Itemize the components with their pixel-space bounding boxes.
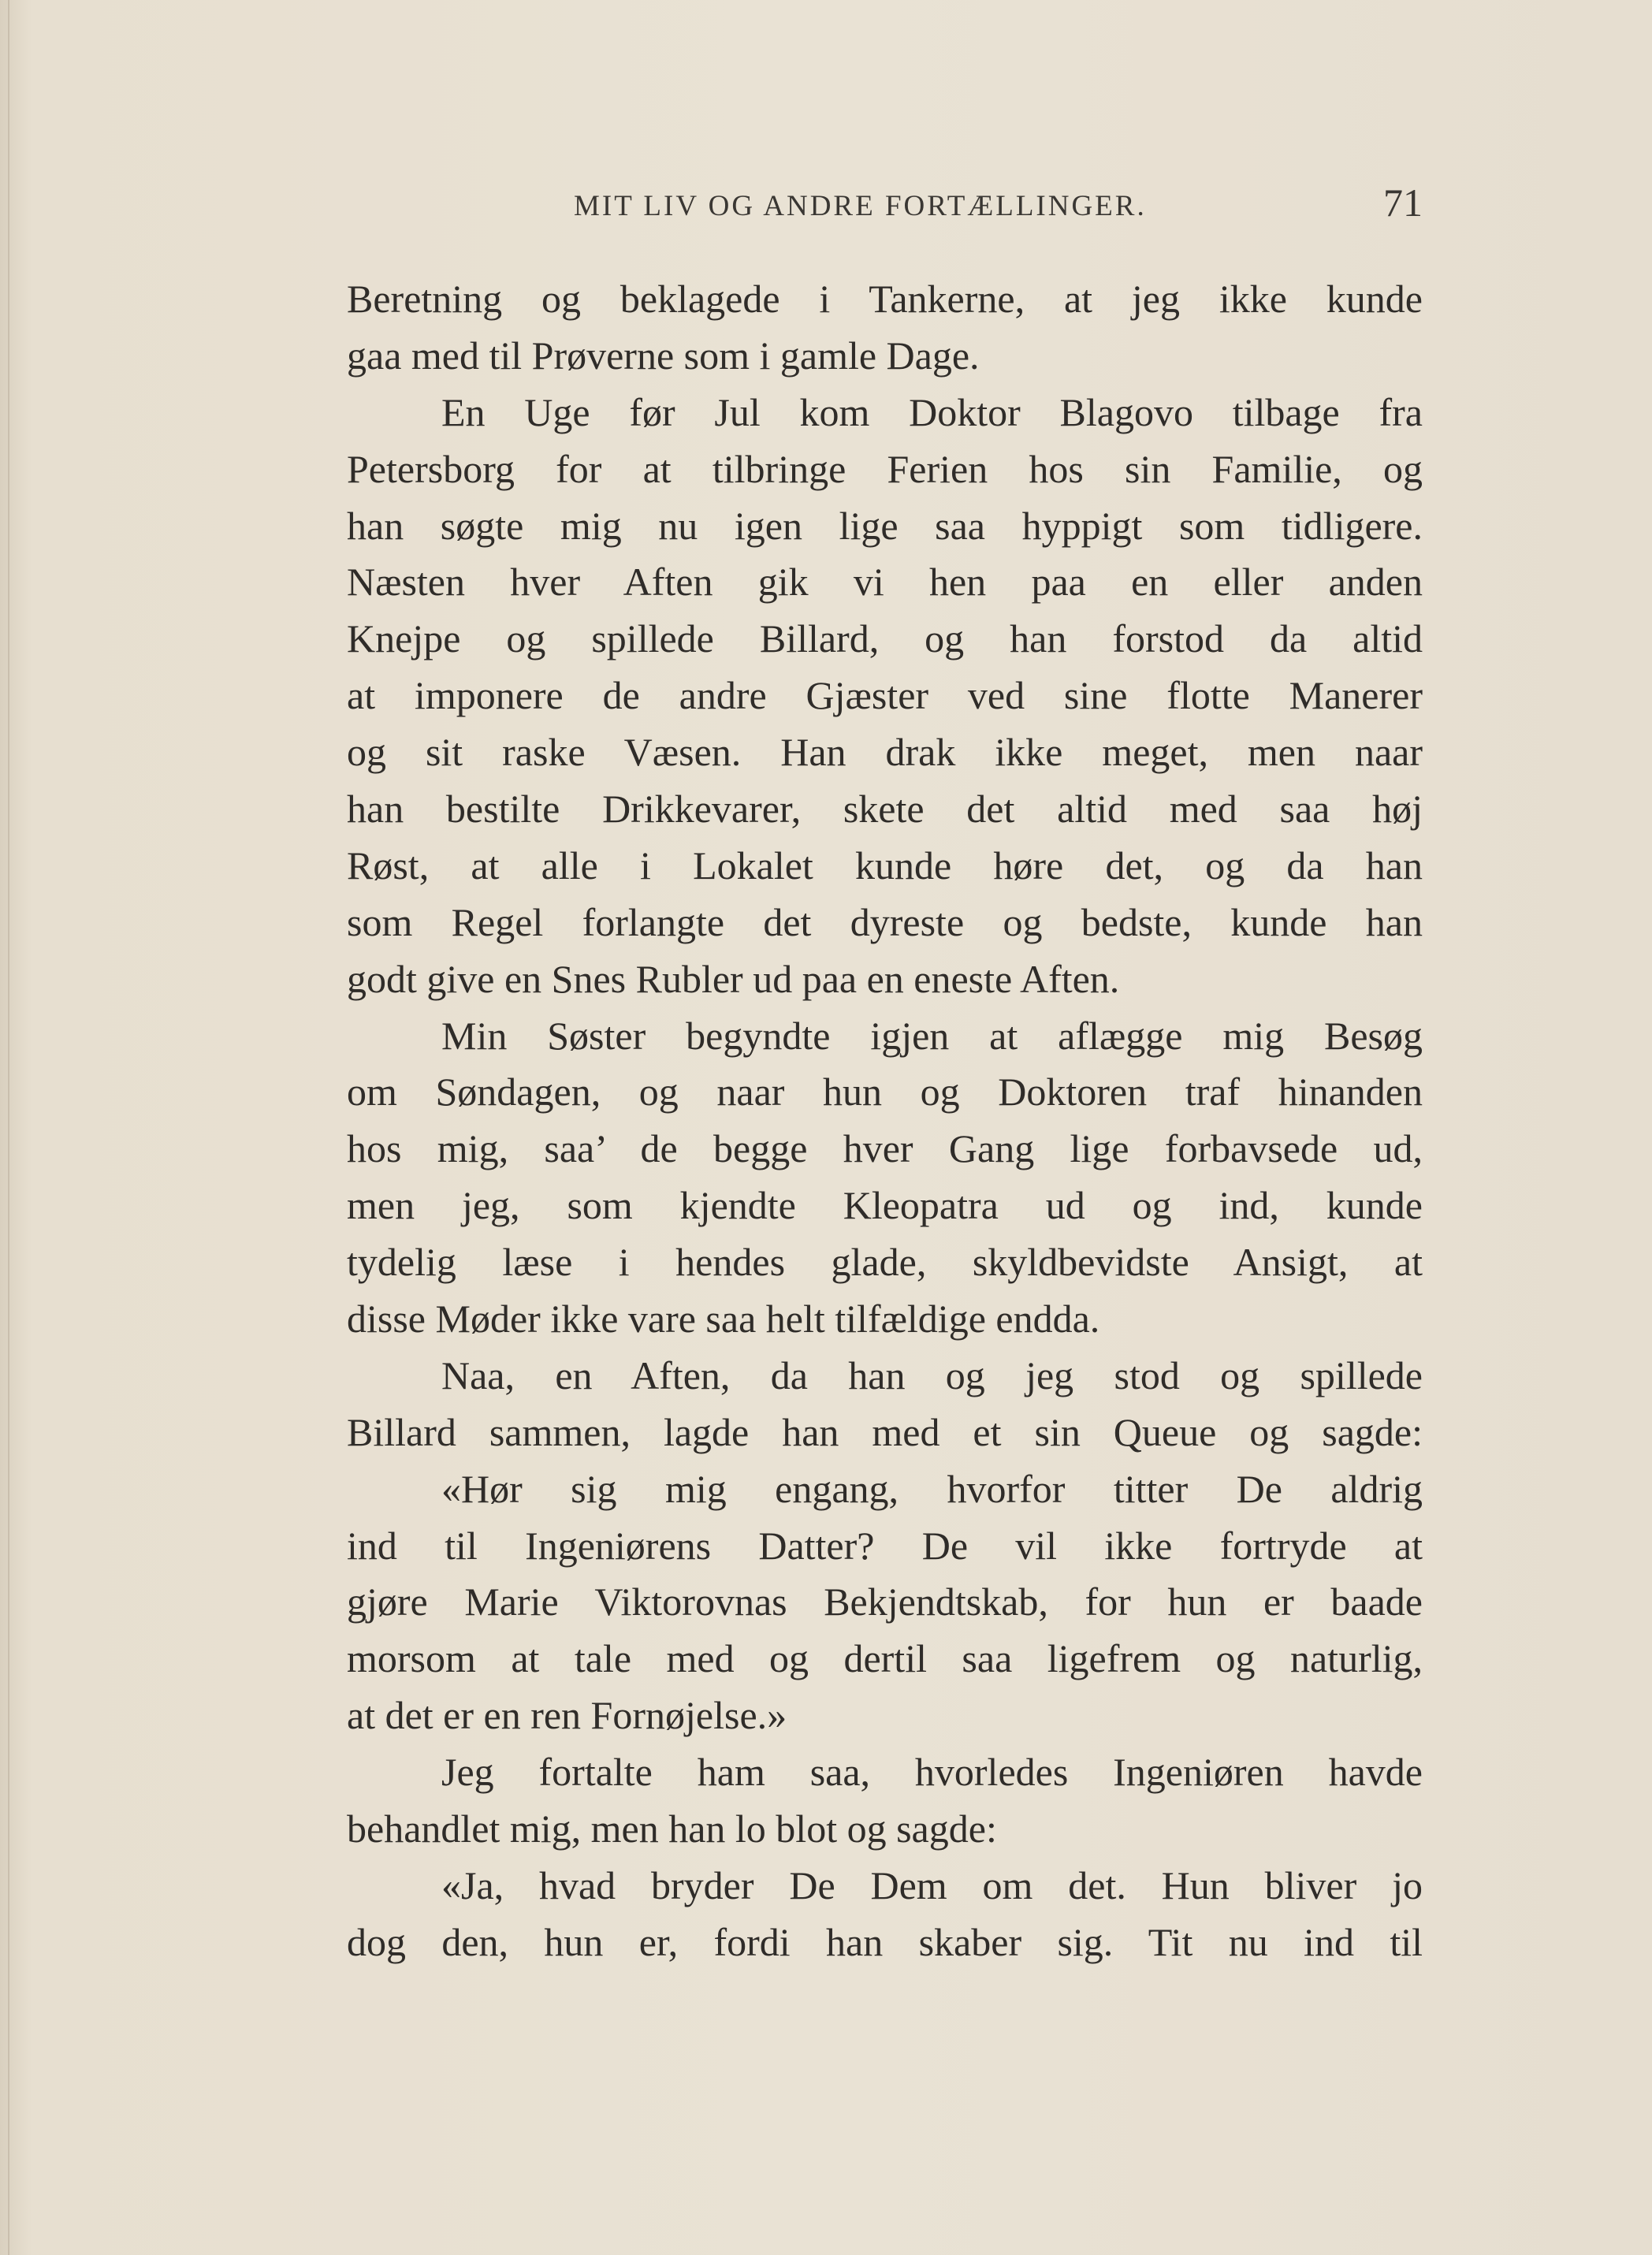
text-line: Naa, en Aften, da han og jeg stod og spillede bbox=[441, 1353, 1423, 1397]
text-line: Knejpe og spillede Billard, og han forstod da altid bbox=[347, 616, 1423, 661]
text-line: at imponere de andre Gjæster ved sine flotte Manerer bbox=[347, 673, 1423, 718]
text-line: En Uge før Jul kom Doktor Blagovo tilbage fra bbox=[441, 389, 1423, 434]
text-line: Beretning og beklagede i Tankerne, at jeg ikke kunde bbox=[347, 277, 1423, 321]
text-line: dog den, hun er, fordi han skaber sig. Tit nu ind til bbox=[347, 1919, 1423, 1964]
text-line: han søgte mig nu igen lige saa hyppigt som tidligere. bbox=[347, 503, 1423, 548]
text-line: «Hør sig mig engang, hvorfor titter De aldrig bbox=[441, 1466, 1423, 1511]
text-line: Næsten hver Aften gik vi hen paa en eller anden bbox=[347, 560, 1423, 605]
text-line: gjøre Marie Viktorovnas Bekjendtskab, for hun er baade bbox=[347, 1580, 1423, 1624]
text-line: som Regel forlangte det dyreste og bedste, kunde han bbox=[347, 899, 1423, 944]
text-line: behandlet mig, men han lo blot og sagde: bbox=[347, 1807, 997, 1851]
text-line: ind til Ingeniørens Datter? De vil ikke fortryde at bbox=[347, 1523, 1423, 1568]
page-edge bbox=[8, 0, 9, 2255]
text-line: tydelig læse i hendes glade, skyldbevidste Ansigt, at bbox=[347, 1240, 1423, 1285]
text-line: Billard sammen, lagde han med et sin Queue og sagde: bbox=[347, 1409, 1423, 1454]
text-line: men jeg, som kjendte Kleopatra ud og ind, kunde bbox=[347, 1183, 1423, 1228]
text-line: om Søndagen, og naar hun og Doktoren traf hinanden bbox=[347, 1070, 1423, 1114]
text-line: «Ja, hvad bryder De Dem om det. Hun bliver jo bbox=[441, 1862, 1423, 1907]
text-line: morsom at tale med og dertil saa ligefrem og naturlig, bbox=[347, 1636, 1423, 1681]
text-line: godt give en Snes Rubler ud paa en eneste Aften. bbox=[347, 956, 1120, 1001]
text-line: hos mig, saa’ de begge hver Gang lige forbavsede ud, bbox=[347, 1126, 1423, 1171]
page-header bbox=[347, 180, 1423, 235]
text-line: disse Møder ikke vare saa helt tilfældige endda. bbox=[347, 1297, 1100, 1341]
running-title: MIT LIV OG ANDRE FORTÆLLINGER. bbox=[574, 190, 1147, 222]
text-line: Jeg fortalte ham saa, hvorledes Ingeniøren havde bbox=[441, 1750, 1423, 1795]
text-line: Min Søster begyndte igjen at aflægge mig Besøg bbox=[441, 1013, 1423, 1058]
text-line: og sit raske Væsen. Han drak ikke meget, men naar bbox=[347, 730, 1423, 775]
body-text bbox=[347, 271, 1423, 1971]
text-line: Petersborg for at tilbringe Ferien hos sin Familie, og bbox=[347, 446, 1423, 491]
text-line: han bestilte Drikkevarer, skete det altid med saa høj bbox=[347, 787, 1423, 832]
page-number: 71 bbox=[1383, 180, 1423, 225]
text-line: at det er en ren Fornøjelse.» bbox=[347, 1693, 787, 1738]
text-line: Røst, at alle i Lokalet kunde høre det, og da han bbox=[347, 843, 1423, 887]
text-line: gaa med til Prøverne som i gamle Dage. bbox=[347, 333, 980, 378]
